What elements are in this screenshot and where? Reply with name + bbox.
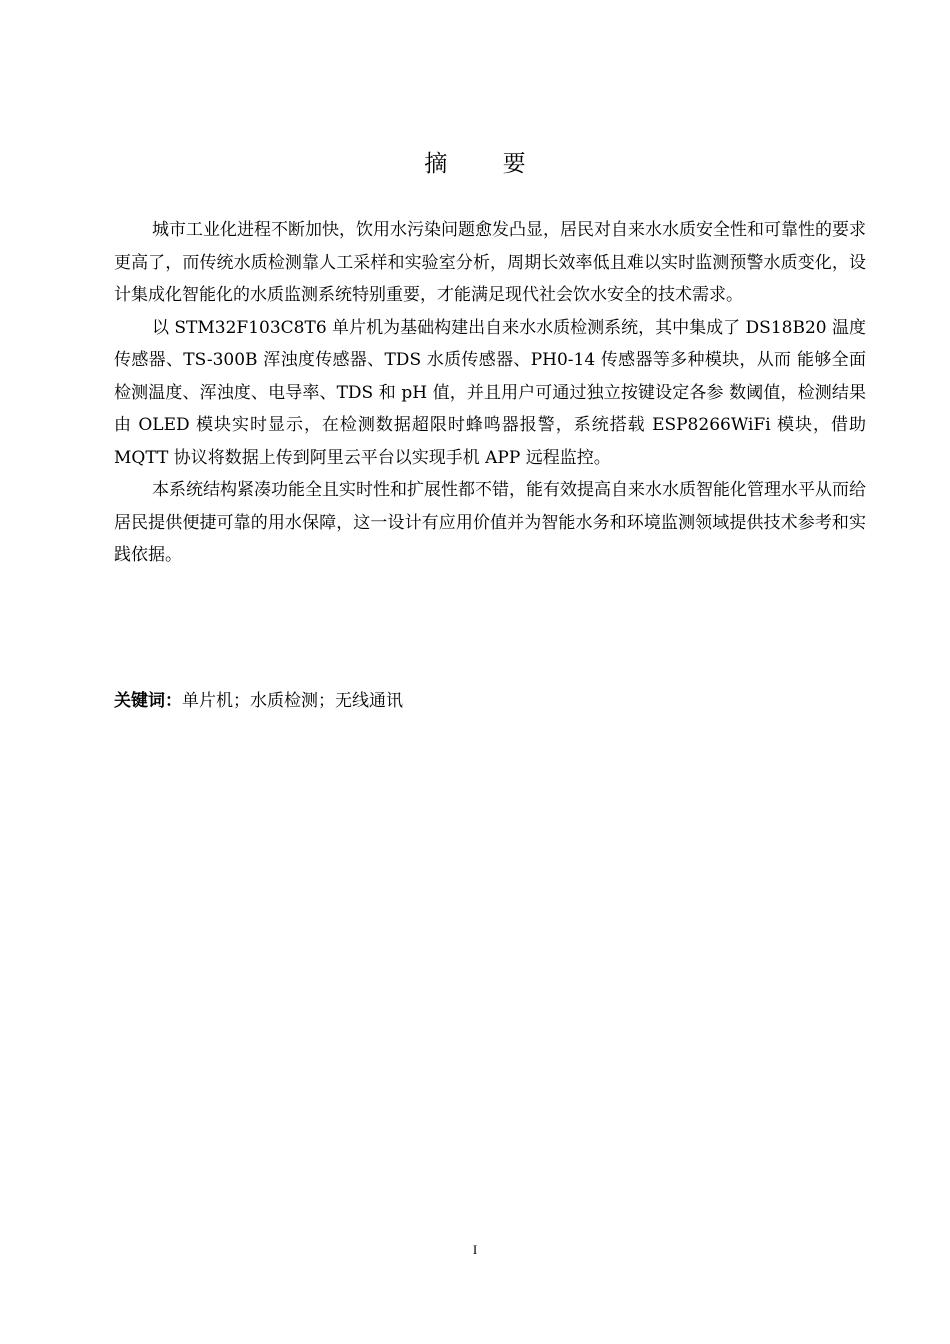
keywords-line xyxy=(114,685,866,717)
abstract-paragraph-3: 本系统结构紧凑功能全且实时性和扩展性都不错，能有效提高自来水水质智能化管理水平从而给居民提供便捷可靠的用水保障，这一设计有应用价值并为智能水务和环境监测领域提供技术参考和实践依据。 xyxy=(114,480,866,565)
page-number: I xyxy=(472,1242,478,1257)
abstract-title: 摘 要 xyxy=(424,151,550,177)
abstract-body xyxy=(114,214,866,572)
keywords-list: 单片机；水质检测；无线通讯 xyxy=(182,691,403,711)
abstract-paragraph-2: 以 STM32F103C8T6 单片机为基础构建出自来水水质检测系统，其中集成了 DS18B20 温度传感器、TS-300B 浑浊度传感器、TDS 水质传感器、PH0-14 传感器等多种模块，从而 能够全面检测温度、浑浊度、电导率、TDS 和 pH 值，并且用户可通过独立按键设定各参 数阈值，检测结果由 OLED 模块实时显示，在检测数据超限时蜂鸣器报警，系统搭载 ESP8266WiFi 模块，借助 MQTT 协议将数据上传到阿里云平台以实现手机 APP 远程监控。 xyxy=(114,317,866,468)
keywords-label: 关键词： xyxy=(114,691,182,711)
abstract-paragraph-1: 城市工业化进程不断加快，饮用水污染问题愈发凸显，居民对自来水水质安全性和可靠性的要求更高了，而传统水质检测靠人工采样和实验室分析，周期长效率低且难以实时监测预警水质变化，设计集成化智能化的水质监测系统特别重要，才能满足现代社会饮水安全的技术需求。 xyxy=(114,220,866,305)
